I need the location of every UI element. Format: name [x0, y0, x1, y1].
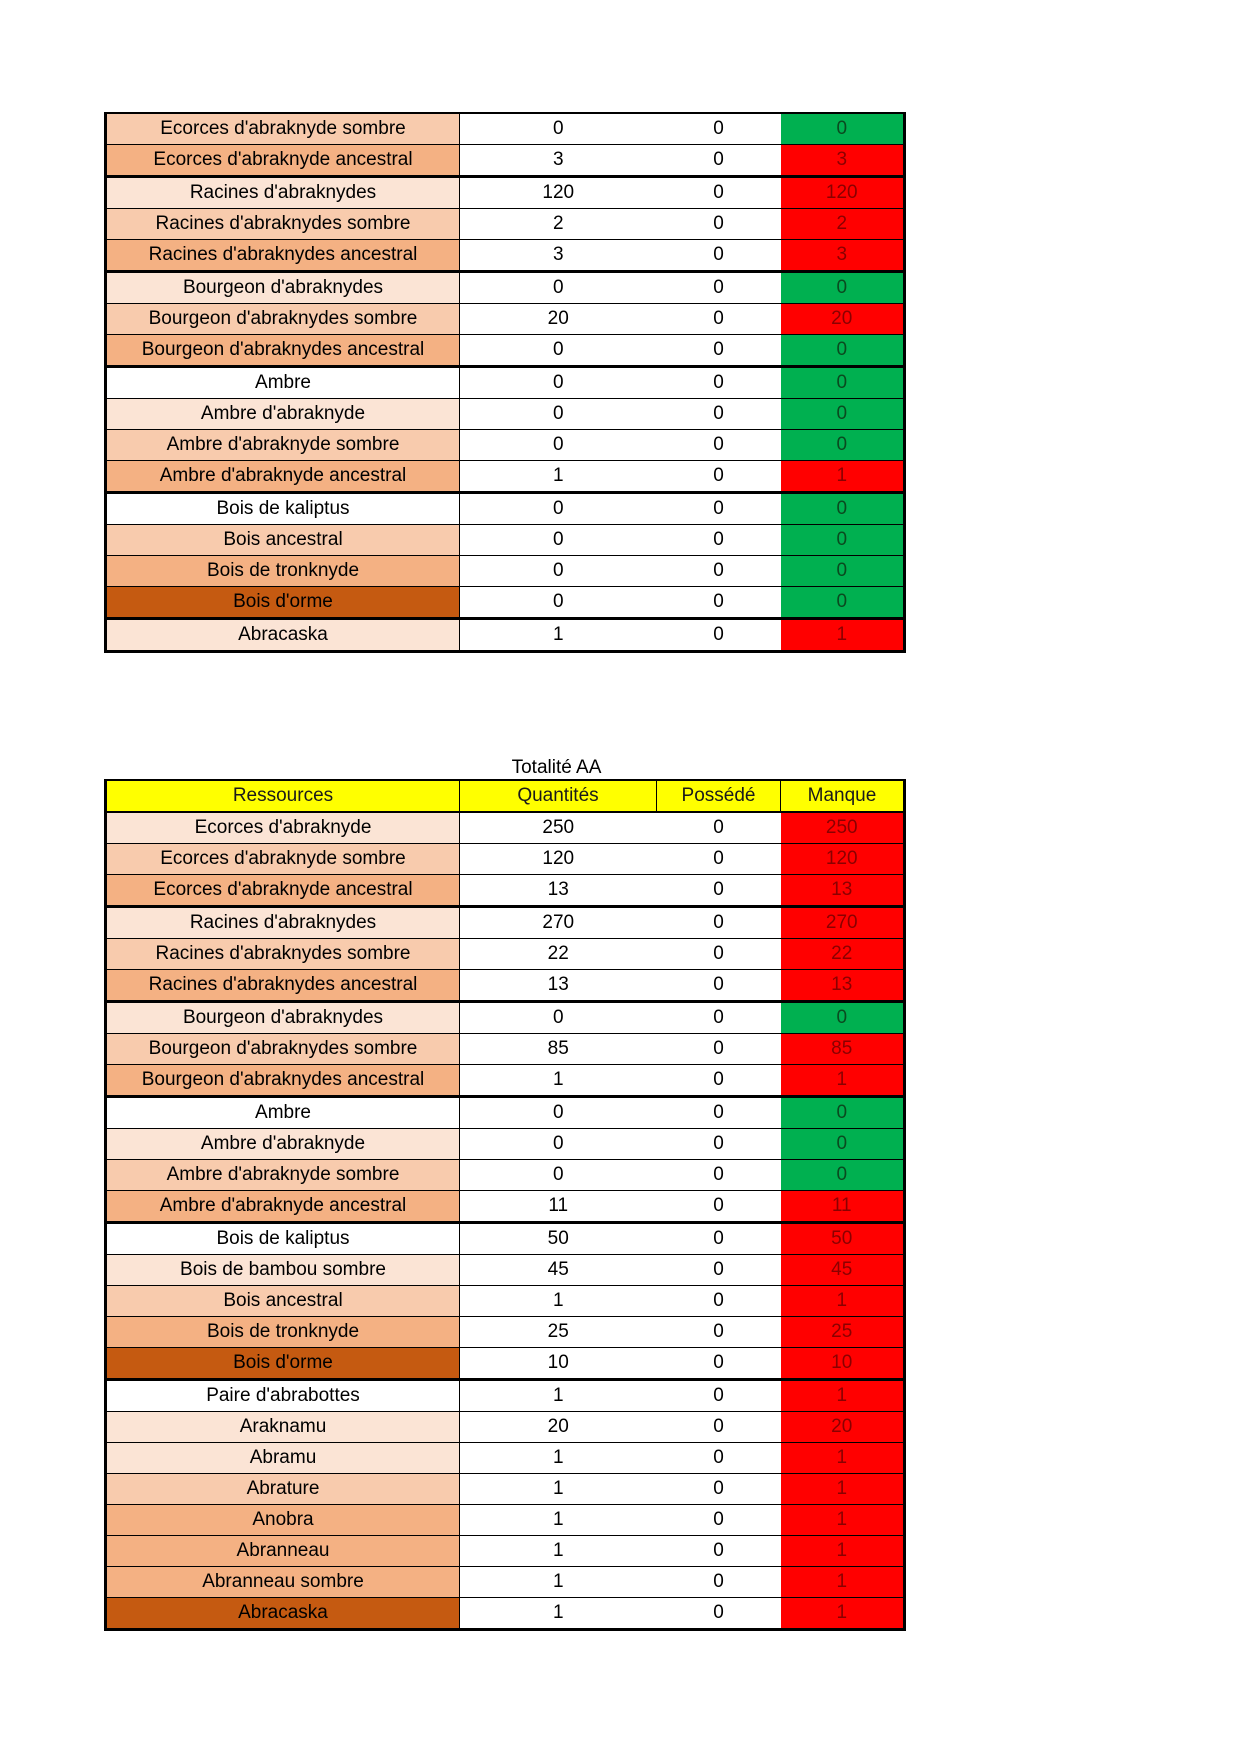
missing-cell[interactable]: 3 — [781, 145, 905, 177]
header-possede[interactable]: Possédé — [657, 780, 781, 812]
quantity-cell[interactable]: 1 — [460, 1536, 657, 1567]
quantity-cell[interactable]: 1 — [460, 1443, 657, 1474]
quantity-cell[interactable]: 3 — [460, 145, 657, 177]
owned-cell[interactable]: 0 — [657, 812, 781, 844]
missing-cell[interactable]: 1 — [781, 1505, 905, 1536]
table-row — [106, 1317, 905, 1348]
owned-cell[interactable]: 0 — [657, 1129, 781, 1160]
resource-name-cell[interactable]: Ecorces d'abraknyde ancestral — [106, 875, 460, 907]
missing-cell[interactable]: 13 — [781, 970, 905, 1002]
missing-cell[interactable]: 25 — [781, 1317, 905, 1348]
missing-cell[interactable]: 0 — [781, 399, 905, 430]
table-row — [106, 1348, 905, 1380]
owned-cell[interactable]: 0 — [657, 1223, 781, 1255]
owned-cell[interactable]: 0 — [657, 1598, 781, 1630]
owned-cell[interactable]: 0 — [657, 1474, 781, 1505]
resource-name-cell[interactable]: Ecorces d'abraknyde sombre — [106, 844, 460, 875]
table-row — [106, 844, 905, 875]
quantity-cell[interactable]: 0 — [460, 1002, 657, 1034]
owned-cell[interactable]: 0 — [657, 304, 781, 335]
resource-name-cell[interactable]: Ambre d'abraknyde sombre — [106, 1160, 460, 1191]
quantity-cell[interactable]: 1 — [460, 1065, 657, 1097]
quantity-cell[interactable]: 13 — [460, 875, 657, 907]
owned-cell[interactable]: 0 — [657, 1348, 781, 1380]
header-manque[interactable]: Manque — [781, 780, 905, 812]
owned-cell[interactable]: 0 — [657, 113, 781, 145]
quantity-cell[interactable]: 120 — [460, 177, 657, 209]
owned-cell[interactable]: 0 — [657, 587, 781, 619]
owned-cell[interactable]: 0 — [657, 272, 781, 304]
resource-name-cell[interactable]: Ecorces d'abraknyde ancestral — [106, 145, 460, 177]
table-row — [106, 430, 905, 461]
owned-cell[interactable]: 0 — [657, 1412, 781, 1443]
owned-cell[interactable]: 0 — [657, 145, 781, 177]
table-row — [106, 240, 905, 272]
table-row — [106, 1002, 905, 1034]
resource-name-cell[interactable]: Racines d'abraknydes ancestral — [106, 970, 460, 1002]
owned-cell[interactable]: 0 — [657, 367, 781, 399]
resource-name-cell[interactable]: Bois de tronknyde — [106, 1317, 460, 1348]
quantity-cell[interactable]: 22 — [460, 939, 657, 970]
owned-cell[interactable]: 0 — [657, 399, 781, 430]
table-row — [106, 1097, 905, 1129]
table-row — [106, 875, 905, 907]
missing-cell[interactable]: 0 — [781, 587, 905, 619]
table-row — [106, 304, 905, 335]
missing-cell[interactable]: 11 — [781, 1191, 905, 1223]
owned-cell[interactable]: 0 — [657, 619, 781, 652]
missing-cell[interactable]: 2 — [781, 209, 905, 240]
resource-name-cell[interactable]: Abracaska — [106, 1598, 460, 1630]
owned-cell[interactable]: 0 — [657, 1380, 781, 1412]
resource-name-cell[interactable]: Racines d'abraknydes — [106, 177, 460, 209]
missing-cell[interactable]: 1 — [781, 1598, 905, 1630]
quantity-cell[interactable]: 0 — [460, 367, 657, 399]
missing-cell[interactable]: 10 — [781, 1348, 905, 1380]
quantity-cell[interactable]: 11 — [460, 1191, 657, 1223]
header-ressources[interactable]: Ressources — [106, 780, 460, 812]
resource-name-cell[interactable]: Ambre d'abraknyde — [106, 1129, 460, 1160]
quantity-cell[interactable]: 1 — [460, 1505, 657, 1536]
table-row — [106, 1536, 905, 1567]
table-row — [106, 1191, 905, 1223]
resource-name-cell[interactable]: Racines d'abraknydes — [106, 907, 460, 939]
quantity-cell[interactable]: 0 — [460, 430, 657, 461]
quantity-cell[interactable]: 0 — [460, 1129, 657, 1160]
resource-name-cell[interactable]: Ambre — [106, 1097, 460, 1129]
quantity-cell[interactable]: 0 — [460, 272, 657, 304]
missing-cell[interactable]: 1 — [781, 619, 905, 652]
owned-cell[interactable]: 0 — [657, 875, 781, 907]
owned-cell[interactable]: 0 — [657, 970, 781, 1002]
table-title-totalite-aa: Totalité AA — [511, 757, 602, 778]
table-row — [106, 493, 905, 525]
table-row — [106, 209, 905, 240]
resource-name-cell[interactable]: Racines d'abraknydes sombre — [106, 939, 460, 970]
quantity-cell[interactable]: 0 — [460, 587, 657, 619]
quantity-cell[interactable]: 20 — [460, 1412, 657, 1443]
missing-cell[interactable]: 1 — [781, 1443, 905, 1474]
quantity-cell[interactable]: 1 — [460, 461, 657, 493]
table-row — [106, 177, 905, 209]
quantity-cell[interactable]: 0 — [460, 525, 657, 556]
table-row — [106, 113, 905, 145]
resource-name-cell[interactable]: Abracaska — [106, 619, 460, 652]
resource-name-cell[interactable]: Abranneau — [106, 1536, 460, 1567]
quantity-cell[interactable]: 13 — [460, 970, 657, 1002]
owned-cell[interactable]: 0 — [657, 335, 781, 367]
missing-cell[interactable]: 0 — [781, 272, 905, 304]
missing-cell[interactable]: 0 — [781, 430, 905, 461]
owned-cell[interactable]: 0 — [657, 1034, 781, 1065]
missing-cell[interactable]: 1 — [781, 461, 905, 493]
resource-name-cell[interactable]: Bourgeon d'abraknydes sombre — [106, 304, 460, 335]
resource-name-cell[interactable]: Bois de kaliptus — [106, 493, 460, 525]
quantity-cell[interactable]: 0 — [460, 1160, 657, 1191]
missing-cell[interactable]: 120 — [781, 844, 905, 875]
quantity-cell[interactable]: 3 — [460, 240, 657, 272]
missing-cell[interactable]: 0 — [781, 1129, 905, 1160]
resource-table-partial — [104, 112, 906, 653]
missing-cell[interactable]: 0 — [781, 113, 905, 145]
quantity-cell[interactable]: 250 — [460, 812, 657, 844]
missing-cell[interactable]: 0 — [781, 525, 905, 556]
resource-name-cell[interactable]: Bourgeon d'abraknydes ancestral — [106, 335, 460, 367]
resource-name-cell[interactable]: Ambre d'abraknyde ancestral — [106, 1191, 460, 1223]
resource-table-partial-body — [106, 113, 905, 652]
table-row — [106, 812, 905, 844]
quantity-cell[interactable]: 50 — [460, 1223, 657, 1255]
owned-cell[interactable]: 0 — [657, 525, 781, 556]
table-row — [106, 1567, 905, 1598]
table-row — [106, 907, 905, 939]
resource-name-cell[interactable]: Racines d'abraknydes sombre — [106, 209, 460, 240]
table-row — [106, 525, 905, 556]
resource-name-cell[interactable]: Abramu — [106, 1443, 460, 1474]
quantity-cell[interactable]: 2 — [460, 209, 657, 240]
resource-name-cell[interactable]: Ambre d'abraknyde — [106, 399, 460, 430]
missing-cell[interactable]: 20 — [781, 1412, 905, 1443]
quantity-cell[interactable]: 270 — [460, 907, 657, 939]
table-row — [106, 1286, 905, 1317]
owned-cell[interactable]: 0 — [657, 1191, 781, 1223]
owned-cell[interactable]: 0 — [657, 1002, 781, 1034]
resource-name-cell[interactable]: Bois ancestral — [106, 1286, 460, 1317]
table-row — [106, 1160, 905, 1191]
resource-name-cell[interactable]: Abrature — [106, 1474, 460, 1505]
quantity-cell[interactable]: 1 — [460, 619, 657, 652]
resource-name-cell[interactable]: Bourgeon d'abraknydes ancestral — [106, 1065, 460, 1097]
owned-cell[interactable]: 0 — [657, 1097, 781, 1129]
owned-cell[interactable]: 0 — [657, 1286, 781, 1317]
resource-table-total — [104, 779, 906, 1631]
table-row — [106, 1065, 905, 1097]
missing-cell[interactable]: 45 — [781, 1255, 905, 1286]
missing-cell[interactable]: 250 — [781, 812, 905, 844]
missing-cell[interactable]: 85 — [781, 1034, 905, 1065]
resource-name-cell[interactable]: Bois de kaliptus — [106, 1223, 460, 1255]
table-row — [106, 1223, 905, 1255]
resource-name-cell[interactable]: Bois de bambou sombre — [106, 1255, 460, 1286]
quantity-cell[interactable]: 45 — [460, 1255, 657, 1286]
owned-cell[interactable]: 0 — [657, 556, 781, 587]
quantity-cell[interactable]: 10 — [460, 1348, 657, 1380]
resource-name-cell[interactable]: Bois ancestral — [106, 525, 460, 556]
missing-cell[interactable]: 1 — [781, 1380, 905, 1412]
missing-cell[interactable]: 0 — [781, 493, 905, 525]
missing-cell[interactable]: 1 — [781, 1286, 905, 1317]
missing-cell[interactable]: 0 — [781, 1097, 905, 1129]
table-row — [106, 1474, 905, 1505]
table-row — [106, 1443, 905, 1474]
quantity-cell[interactable]: 0 — [460, 493, 657, 525]
table-row — [106, 556, 905, 587]
resource-name-cell[interactable]: Bourgeon d'abraknydes — [106, 272, 460, 304]
table-row — [106, 1598, 905, 1630]
resource-name-cell[interactable]: Ambre — [106, 367, 460, 399]
resource-name-cell[interactable]: Anobra — [106, 1505, 460, 1536]
owned-cell[interactable]: 0 — [657, 1505, 781, 1536]
owned-cell[interactable]: 0 — [657, 1065, 781, 1097]
owned-cell[interactable]: 0 — [657, 844, 781, 875]
resource-name-cell[interactable]: Racines d'abraknydes ancestral — [106, 240, 460, 272]
owned-cell[interactable]: 0 — [657, 1443, 781, 1474]
owned-cell[interactable]: 0 — [657, 1255, 781, 1286]
table-row — [106, 367, 905, 399]
table-row — [106, 461, 905, 493]
resource-name-cell[interactable]: Bois d'orme — [106, 587, 460, 619]
owned-cell[interactable]: 0 — [657, 1317, 781, 1348]
quantity-cell[interactable]: 85 — [460, 1034, 657, 1065]
resource-name-cell[interactable]: Ecorces d'abraknyde — [106, 812, 460, 844]
owned-cell[interactable]: 0 — [657, 1160, 781, 1191]
resource-name-cell[interactable]: Ambre d'abraknyde ancestral — [106, 461, 460, 493]
resource-name-cell[interactable]: Bourgeon d'abraknydes — [106, 1002, 460, 1034]
missing-cell[interactable]: 13 — [781, 875, 905, 907]
table-row — [106, 1505, 905, 1536]
missing-cell[interactable]: 1 — [781, 1065, 905, 1097]
quantity-cell[interactable]: 0 — [460, 1097, 657, 1129]
owned-cell[interactable]: 0 — [657, 907, 781, 939]
owned-cell[interactable]: 0 — [657, 177, 781, 209]
resource-name-cell[interactable]: Ecorces d'abraknyde sombre — [106, 113, 460, 145]
table-row — [106, 619, 905, 652]
owned-cell[interactable]: 0 — [657, 939, 781, 970]
owned-cell[interactable]: 0 — [657, 1536, 781, 1567]
resource-name-cell[interactable]: Abranneau sombre — [106, 1567, 460, 1598]
missing-cell[interactable]: 120 — [781, 177, 905, 209]
quantity-cell[interactable]: 1 — [460, 1598, 657, 1630]
missing-cell[interactable]: 20 — [781, 304, 905, 335]
missing-cell[interactable]: 3 — [781, 240, 905, 272]
quantity-cell[interactable]: 0 — [460, 399, 657, 430]
quantity-cell[interactable]: 25 — [460, 1317, 657, 1348]
resource-name-cell[interactable]: Ambre d'abraknyde sombre — [106, 430, 460, 461]
quantity-cell[interactable]: 1 — [460, 1474, 657, 1505]
table-row — [106, 1412, 905, 1443]
missing-cell[interactable]: 50 — [781, 1223, 905, 1255]
quantity-cell[interactable]: 20 — [460, 304, 657, 335]
quantity-cell[interactable]: 1 — [460, 1380, 657, 1412]
header-quantites[interactable]: Quantités — [460, 780, 657, 812]
missing-cell[interactable]: 0 — [781, 1160, 905, 1191]
owned-cell[interactable]: 0 — [657, 493, 781, 525]
owned-cell[interactable]: 0 — [657, 1567, 781, 1598]
table-row — [106, 1255, 905, 1286]
resource-name-cell[interactable]: Bois de tronknyde — [106, 556, 460, 587]
table-row — [106, 272, 905, 304]
owned-cell[interactable]: 0 — [657, 461, 781, 493]
quantity-cell[interactable]: 1 — [460, 1286, 657, 1317]
resource-table-total-body — [106, 812, 905, 1630]
missing-cell[interactable]: 0 — [781, 367, 905, 399]
missing-cell[interactable]: 0 — [781, 1002, 905, 1034]
missing-cell[interactable]: 0 — [781, 556, 905, 587]
table-row — [106, 1129, 905, 1160]
missing-cell[interactable]: 1 — [781, 1567, 905, 1598]
quantity-cell[interactable]: 0 — [460, 556, 657, 587]
table-row — [106, 399, 905, 430]
quantity-cell[interactable]: 0 — [460, 335, 657, 367]
resource-name-cell[interactable]: Araknamu — [106, 1412, 460, 1443]
quantity-cell[interactable]: 1 — [460, 1567, 657, 1598]
missing-cell[interactable]: 22 — [781, 939, 905, 970]
table-row — [106, 1034, 905, 1065]
table-row — [106, 335, 905, 367]
missing-cell[interactable]: 1 — [781, 1536, 905, 1567]
missing-cell[interactable]: 1 — [781, 1474, 905, 1505]
resource-name-cell[interactable]: Bourgeon d'abraknydes sombre — [106, 1034, 460, 1065]
owned-cell[interactable]: 0 — [657, 209, 781, 240]
resource-name-cell[interactable]: Paire d'abrabottes — [106, 1380, 460, 1412]
owned-cell[interactable]: 0 — [657, 240, 781, 272]
quantity-cell[interactable]: 0 — [460, 113, 657, 145]
table-row — [106, 939, 905, 970]
owned-cell[interactable]: 0 — [657, 430, 781, 461]
table-row — [106, 587, 905, 619]
quantity-cell[interactable]: 120 — [460, 844, 657, 875]
resource-name-cell[interactable]: Bois d'orme — [106, 1348, 460, 1380]
table-row — [106, 970, 905, 1002]
table-row — [106, 145, 905, 177]
header-row — [106, 780, 905, 812]
missing-cell[interactable]: 270 — [781, 907, 905, 939]
table-row — [106, 1380, 905, 1412]
missing-cell[interactable]: 0 — [781, 335, 905, 367]
